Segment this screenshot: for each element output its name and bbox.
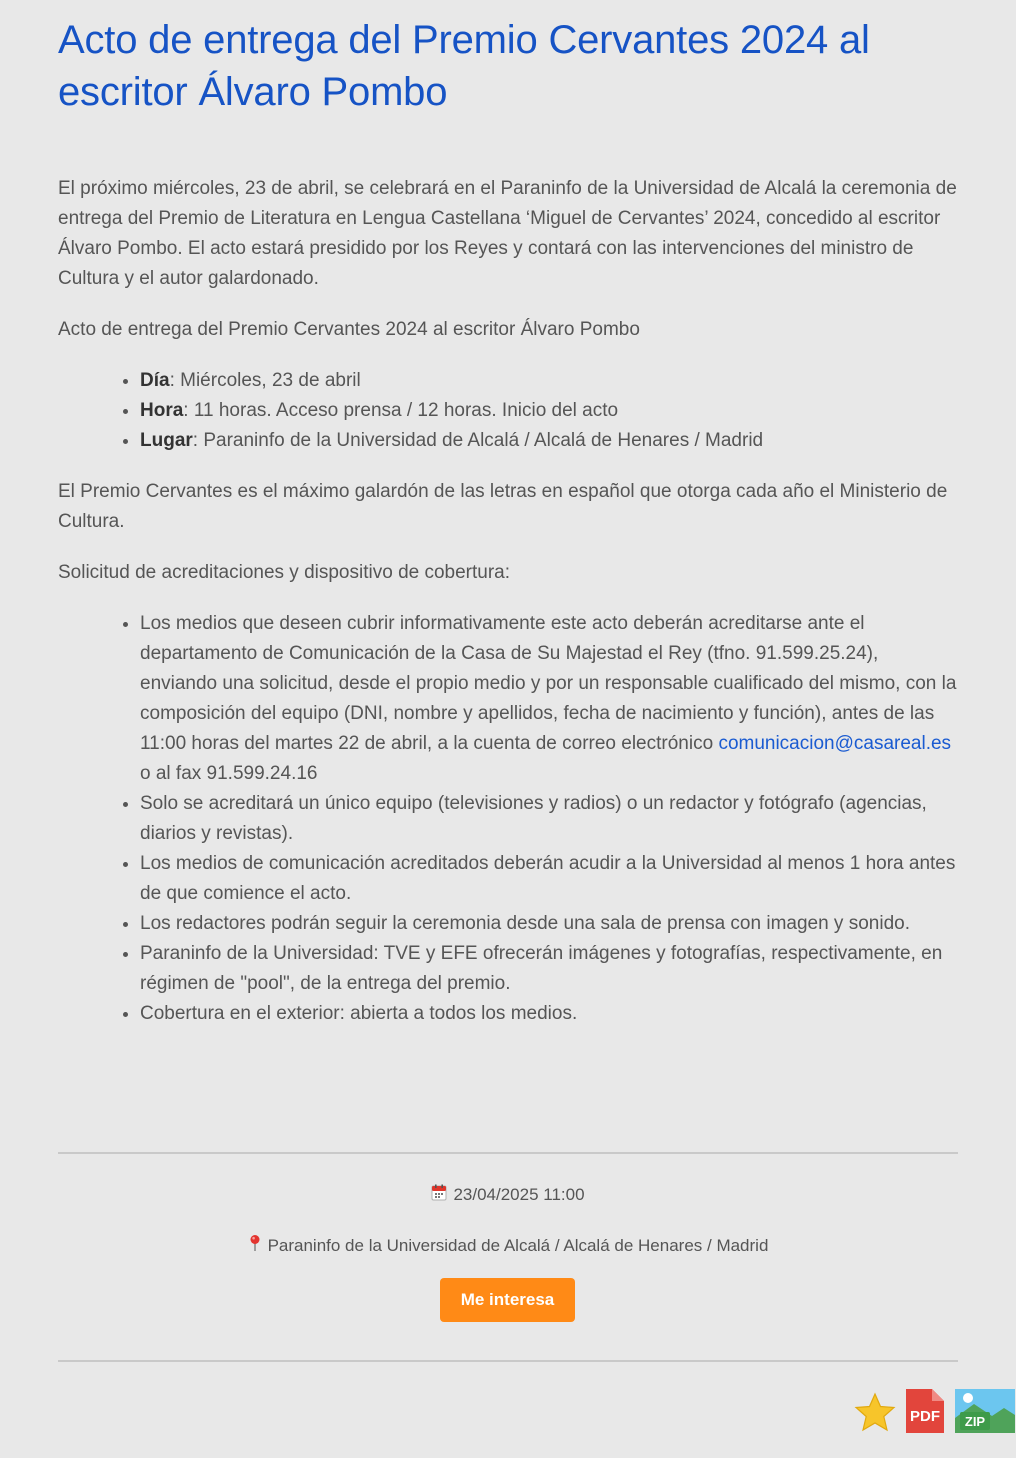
zip-label: ZIP [964,1414,986,1429]
event-location-text: Paraninfo de la Universidad de Alcalá / Alcalá de Henares / Madrid [267,1236,769,1255]
me-interesa-button[interactable]: Me interesa [440,1278,575,1322]
detail-value: : Paraninfo de la Universidad de Alcalá / Alcalá de Henares / Madrid [192,430,764,451]
map-pin-icon [248,1234,262,1257]
accreditation-list [58,609,958,1029]
download-icons [798,1388,986,1436]
page-title: Acto de entrega del Premio Cervantes 2024 al escritor Álvaro Pombo [58,18,870,114]
email-link[interactable]: comunicacion@casareal.es [718,733,952,754]
list-item [140,609,958,789]
detail-label: Hora [140,400,184,421]
star-icon[interactable] [854,1392,896,1439]
event-location [58,1234,958,1257]
event-details-list [58,366,958,456]
list-item: • Paraninfo de la Universidad: TVE y EFE ofrecerán imágenes y fotografías, respectivamente, en régimen de "pool", de la entrega del premio. [140,939,958,999]
event-subtitle: Acto de entrega del Premio Cervantes 2024 al escritor Álvaro Pombo [58,319,640,340]
zip-download-icon[interactable] [954,1388,1016,1439]
list-item: • Solo se acreditará un único equipo (televisiones y radios) o un redactor y fotógrafo (agencias, diarios y revistas). [140,789,958,849]
accreditation-heading: Solicitud de acreditaciones y dispositivo de cobertura: [58,562,511,583]
about-paragraph: El Premio Cervantes es el máximo galardón de las letras en español que otorga cada año el Ministerio de Cultura. [58,481,948,532]
detail-label: Lugar [140,430,193,451]
pdf-label: PDF [910,1408,940,1425]
accreditation-fax: o al fax 91.599.24.16 [140,763,318,784]
article [58,0,986,1429]
list-item: • Los medios de comunicación acreditados deberán acudir a la Universidad al menos 1 hora antes de que comience el acto. [140,849,958,909]
list-item: • Los redactores podrán seguir la ceremonia desde una sala de prensa con imagen y sonido. [140,909,958,939]
event-datetime-text: 23/04/2025 11:00 [453,1185,585,1204]
list-item: • Cobertura en el exterior: abierta a todos los medios. [140,999,958,1029]
calendar-icon [431,1184,447,1206]
pdf-download-icon[interactable] [902,1388,948,1439]
detail-place [140,426,958,456]
detail-label: Día [140,370,170,391]
detail-time [140,396,958,426]
detail-value: : Miércoles, 23 de abril [169,370,361,391]
intro-paragraph: El próximo miércoles, 23 de abril, se celebrará en el Paraninfo de la Universidad de Alcalá la ceremonia de entrega del Premio de Literatura en Lengua Castellana ‘Miguel de Cervantes’ 2024, concedido al escritor Álvaro Pombo. El acto estará presidido por los Reyes y contará con las intervenciones del ministro de Cultura y el autor galardonado. [58,178,957,289]
event-datetime [58,1184,958,1206]
divider [58,1360,958,1362]
accreditation-text: Los medios que deseen cubrir informativamente este acto deberán acreditarse ante el departamento de Comunicación de la Casa de Su Majestad el Rey (tfno. 91.599.25.24), enviando una solicitud, desde el propio medio y por un responsable cualificado del mismo, con la composición del equipo (DNI, nombre y apellidos, fecha de nacimiento y función), antes de las 11:00 horas del martes 22 de abril, a la cuenta de correo electrónico [140,613,957,754]
divider [58,1152,958,1154]
detail-day [140,366,958,396]
detail-value: : 11 horas. Acceso prensa / 12 horas. Inicio del acto [183,400,619,421]
